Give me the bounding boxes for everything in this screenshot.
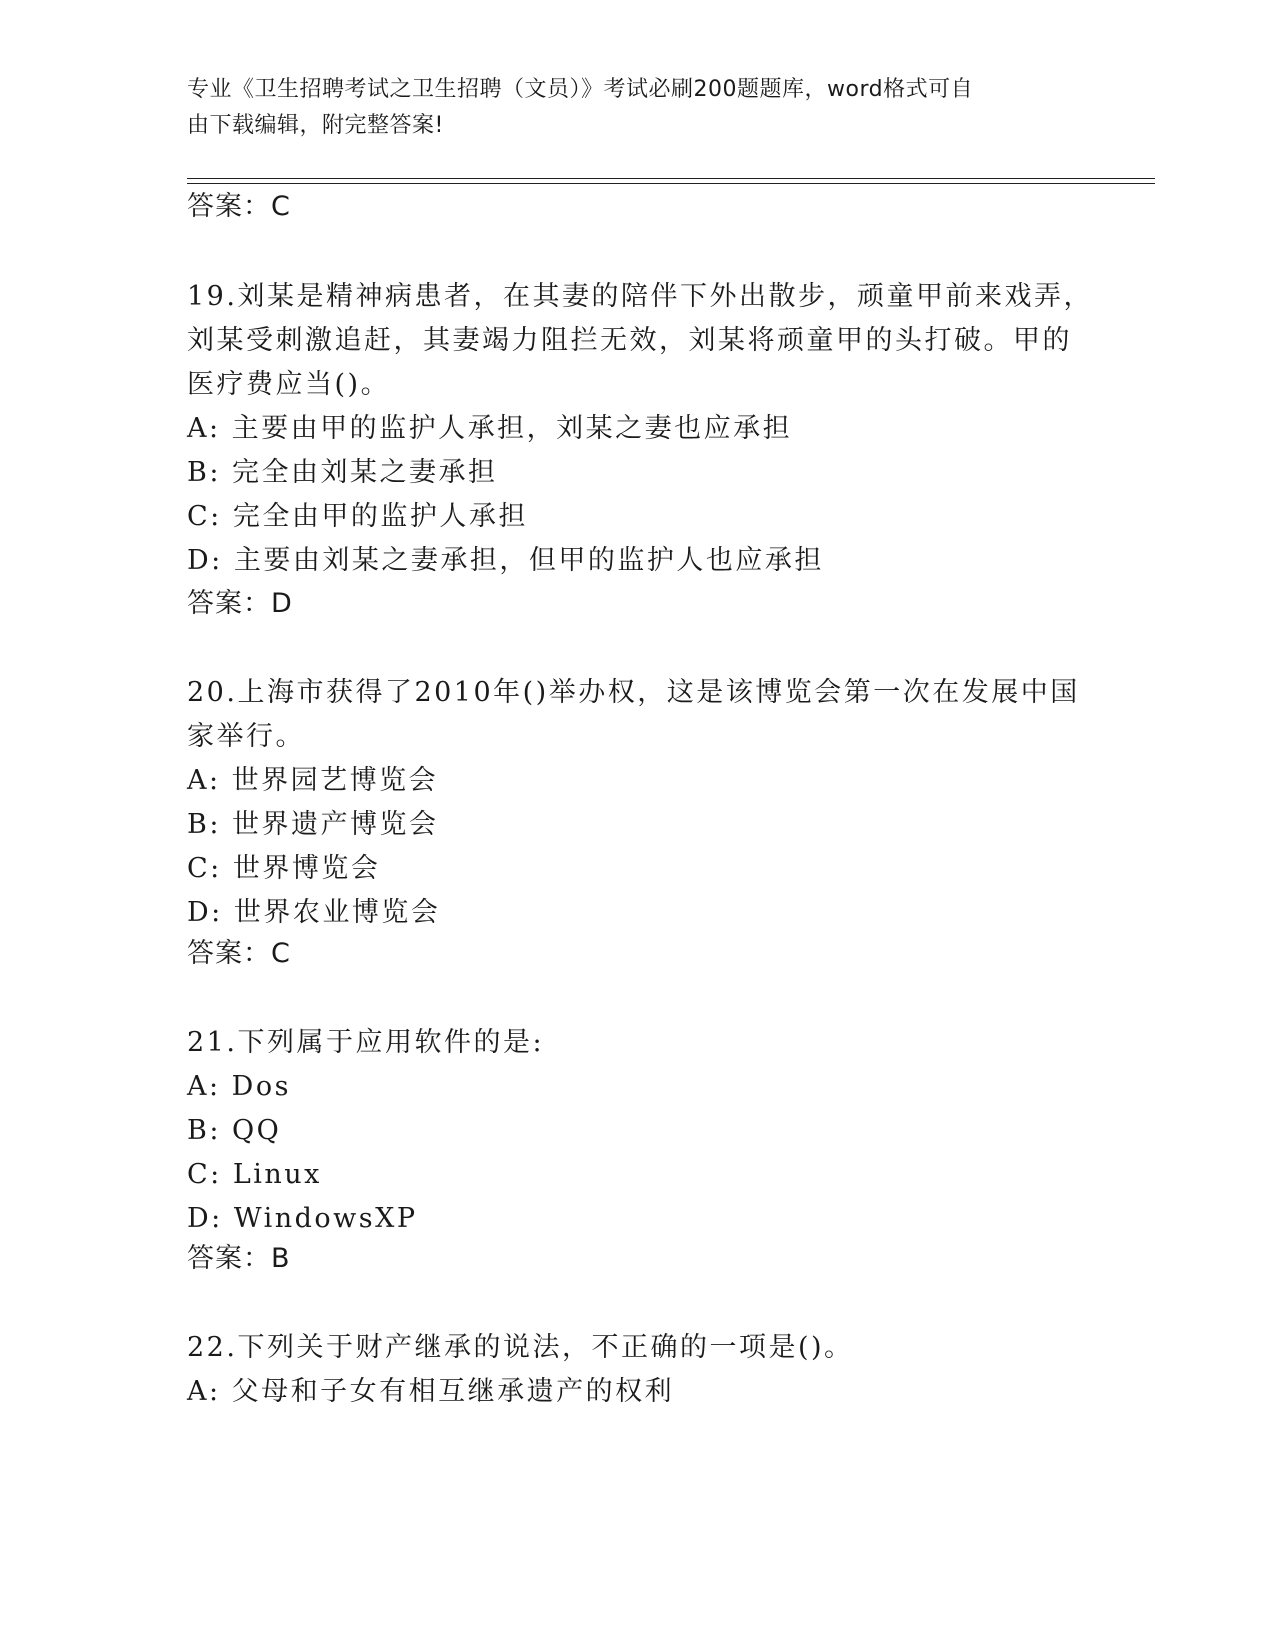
question-21-answer: 答案：B (187, 1243, 291, 1274)
question-19-stem-line-3: 医疗费应当()。 (187, 369, 391, 400)
question-22-option-a: A: 父母和子女有相互继承遗产的权利 (187, 1376, 675, 1407)
question-21-option-c: C: Linux (187, 1159, 322, 1190)
question-20-answer: 答案：C (187, 938, 291, 969)
question-21-option-b: B: QQ (187, 1115, 282, 1146)
question-21-option-a: A: Dos (187, 1071, 291, 1102)
question-20-stem-line-1: 20.上海市获得了2010年()举办权，这是该博览会第一次在发展中国 (187, 677, 1080, 708)
question-19-stem-line-2: 刘某受刺激追赶，其妻竭力阻拦无效，刘某将顽童甲的头打破。甲的 (187, 325, 1072, 356)
header-rule-bottom (187, 183, 1155, 184)
header-rule-top (187, 178, 1155, 179)
question-19-answer: 答案：D (187, 588, 293, 619)
question-22-stem-line-1: 22.下列关于财产继承的说法，不正确的一项是()。 (187, 1332, 854, 1363)
question-20-option-c: C: 世界博览会 (187, 853, 381, 884)
question-19-option-d: D: 主要由刘某之妻承担，但甲的监护人也应承担 (187, 545, 824, 576)
page-header (187, 72, 1067, 144)
header-line-1: 专业《卫生招聘考试之卫生招聘（文员）》考试必刷200题题库，word格式可自 (187, 77, 974, 102)
question-21-stem-line-1: 21.下列属于应用软件的是: (187, 1027, 545, 1058)
question-19-option-b: B: 完全由刘某之妻承担 (187, 457, 498, 488)
question-19-stem-line-1: 19.刘某是精神病患者，在其妻的陪伴下外出散步，顽童甲前来戏弄， (187, 281, 1093, 312)
question-20-stem-line-2: 家举行。 (187, 721, 305, 752)
question-21-option-d: D: WindowsXP (187, 1203, 418, 1234)
question-19-option-a: A: 主要由甲的监护人承担，刘某之妻也应承担 (187, 413, 793, 444)
question-20-option-a: A: 世界园艺博览会 (187, 765, 439, 796)
header-line-2: 由下载编辑，附完整答案! (187, 113, 444, 138)
question-20-option-d: D: 世界农业博览会 (187, 897, 441, 928)
question-20-option-b: B: 世界遗产博览会 (187, 809, 439, 840)
question-19-option-c: C: 完全由甲的监护人承担 (187, 501, 528, 532)
previous-answer: 答案：C (187, 191, 291, 222)
